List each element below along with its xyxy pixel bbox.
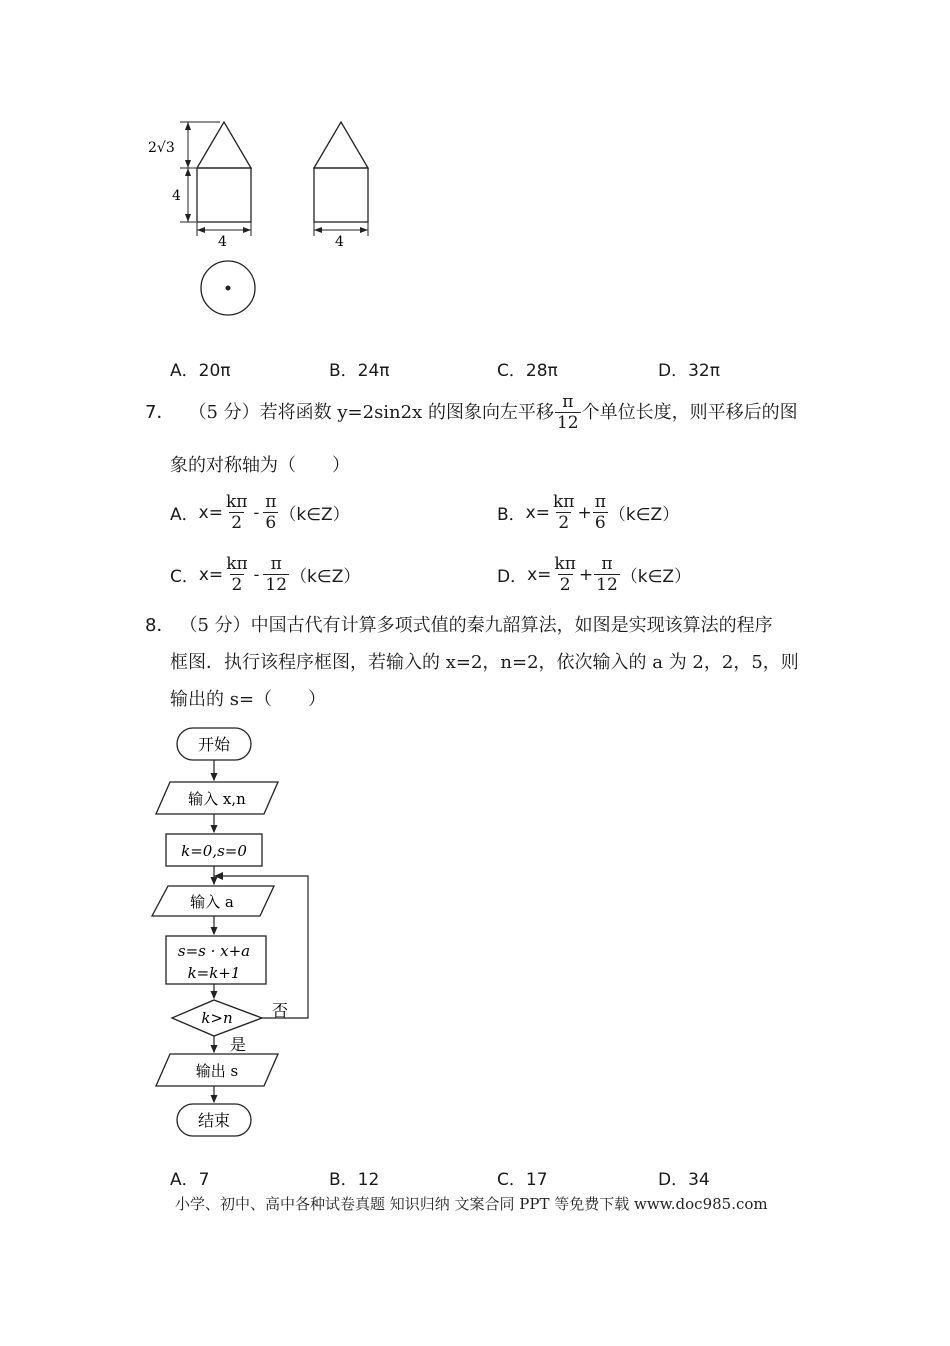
flow-update-line1: s=s · x+a bbox=[177, 942, 251, 960]
q7-option-c[interactable]: C． x= $\frac{k\pi}{2}$ - $\frac{\pi}{12}$ （k∈Z） bbox=[170, 554, 361, 595]
q7-option-b[interactable]: B． x= $\frac{k\pi}{2}$ + $\frac{\pi}{6}$ （k∈Z） bbox=[497, 492, 680, 533]
front-width-label: 4 bbox=[218, 234, 227, 250]
q6-option-c[interactable]: C．28π bbox=[497, 361, 558, 381]
q8-stem-line3: 输出的 s=（ ） bbox=[170, 689, 327, 710]
q7-shift-fraction: $\frac{\pi}{12}$ bbox=[556, 392, 579, 433]
q7-option-a[interactable]: A． x= $\frac{k\pi}{2}$ - $\frac{\pi}{6}$ （k∈Z） bbox=[170, 492, 350, 533]
flow-no-label: 否 bbox=[272, 1001, 289, 1020]
q6-option-b[interactable]: B．24π bbox=[329, 361, 390, 381]
side-width-label: 4 bbox=[335, 234, 344, 250]
flow-input-a-label: 输入 a bbox=[190, 893, 234, 911]
front-view-triangle bbox=[197, 122, 251, 168]
flow-input-xn-label: 输入 x,n bbox=[188, 790, 246, 808]
flowchart bbox=[140, 722, 340, 1142]
page-footer: 小学、初中、高中各种试卷真题 知识归纳 文案合同 PPT 等免费下载 www.doc985.com bbox=[175, 1195, 768, 1213]
side-label: 4 bbox=[172, 188, 181, 204]
q7-stem-line1: 7． （5 分） 若将函数 y=2sin2x 的图象向左平移 $\frac{\pi}{12}$ 个单位长度，则平移后的图 bbox=[145, 392, 798, 433]
top-view-center bbox=[226, 286, 231, 291]
height-label: 2√3 bbox=[148, 140, 175, 156]
flow-output-label: 输出 s bbox=[195, 1062, 239, 1080]
q8-option-b[interactable]: B．12 bbox=[329, 1170, 380, 1190]
flow-init-label: k=0,s=0 bbox=[181, 842, 247, 860]
q7-stem-line2: 象的对称轴为（ ） bbox=[170, 455, 350, 476]
flow-update-line2: k=k+1 bbox=[187, 964, 241, 982]
q8-option-d[interactable]: D．34 bbox=[658, 1170, 710, 1190]
q8-stem-line1: 8． （5 分）中国古代有计算多项式值的秦九韶算法，如图是实现该算法的程序 bbox=[145, 615, 773, 636]
side-view-square bbox=[314, 168, 368, 222]
flow-yes-label: 是 bbox=[230, 1035, 247, 1054]
side-view-triangle bbox=[314, 122, 368, 168]
flow-end-label: 结束 bbox=[197, 1111, 231, 1130]
flow-condition-label: k>n bbox=[201, 1009, 233, 1027]
front-view-square bbox=[197, 168, 251, 222]
q6-option-d[interactable]: D．32π bbox=[658, 361, 720, 381]
q6-option-a[interactable]: A．20π bbox=[170, 361, 231, 381]
q8-option-c[interactable]: C．17 bbox=[497, 1170, 548, 1190]
q8-stem-line2: 框图．执行该程序框图，若输入的 x=2，n=2，依次输入的 a 为 2，2，5，则 bbox=[170, 652, 799, 673]
q8-option-a[interactable]: A．7 bbox=[170, 1170, 210, 1190]
three-view-figure bbox=[130, 110, 390, 325]
q7-option-d[interactable]: D． x= $\frac{k\pi}{2}$ + $\frac{\pi}{12}$ （k∈Z） bbox=[497, 554, 692, 595]
flow-start-label: 开始 bbox=[197, 735, 231, 754]
